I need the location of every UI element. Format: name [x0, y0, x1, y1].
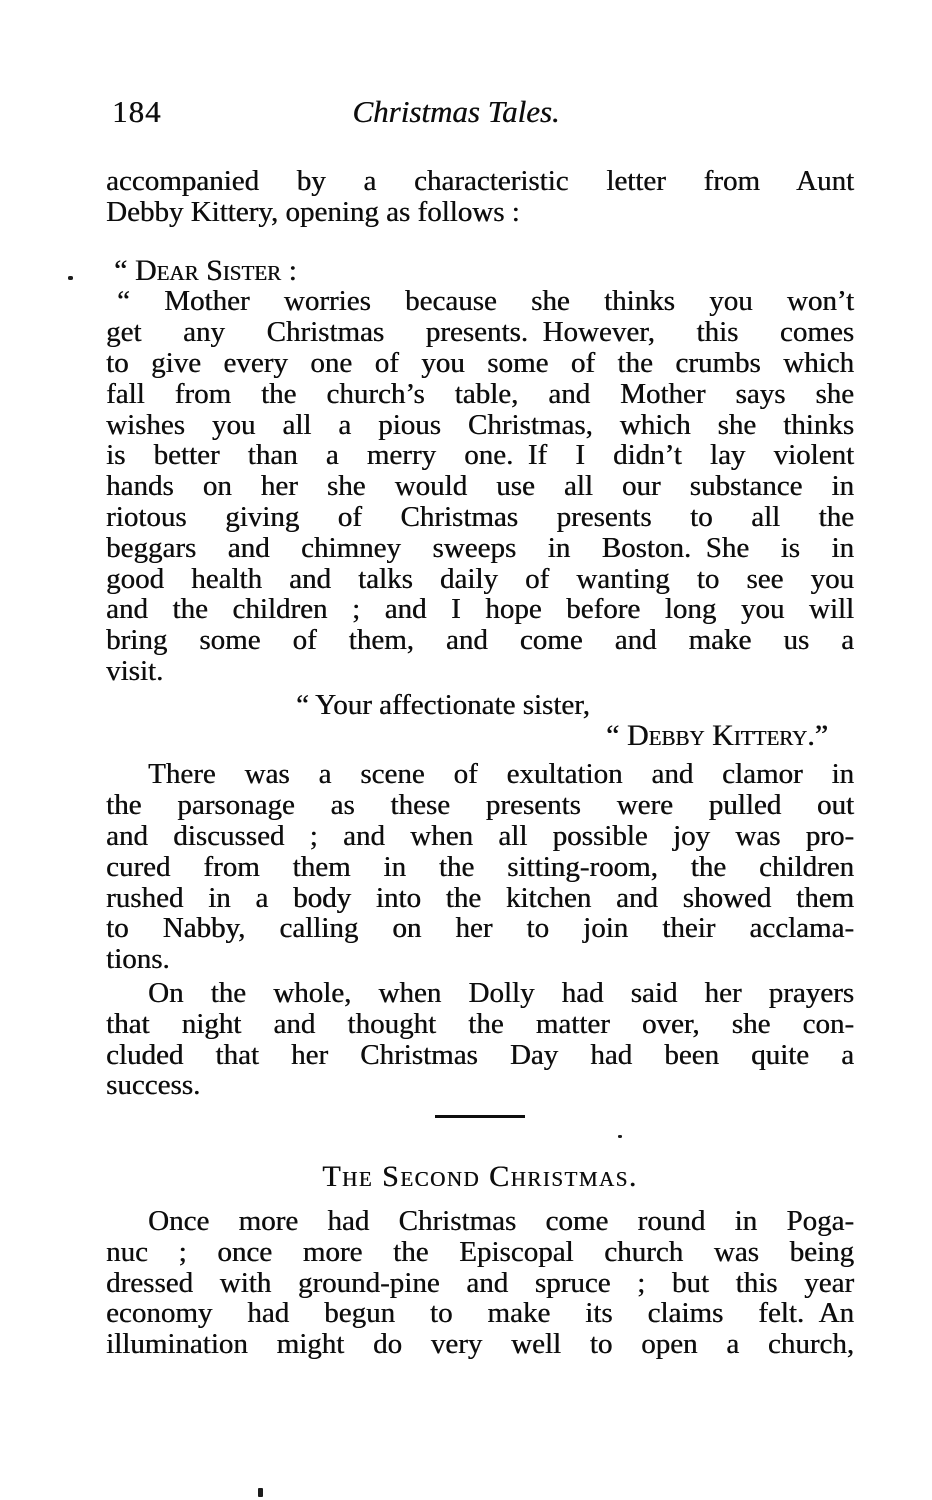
- letter-body-paragraph: [106, 286, 854, 686]
- text-line: beggars and chimney sweeps in Boston. She is in: [106, 531, 854, 564]
- text-line: wishes you all a pious Christmas, which she thinks: [106, 408, 854, 441]
- text-line: get any Christmas presents. However, this comes: [106, 316, 854, 349]
- text-line: economy had begun to make its claims felt. An: [106, 1297, 854, 1330]
- text-line: bring some of them, and come and make us a: [106, 624, 854, 657]
- text-line: to give every one of you some of the crumbs which: [106, 346, 854, 379]
- text-line: tions.: [106, 943, 170, 976]
- text-line: nuc ; once more the Episcopal church was being: [106, 1235, 854, 1268]
- paragraph-exultation: [106, 759, 854, 975]
- text-line: Debby Kittery, opening as follows :: [106, 195, 520, 228]
- text-line: and discussed ; and when all possible joy was pro-: [106, 819, 854, 852]
- text-line: and the children ; and I hope before long you will: [106, 593, 854, 626]
- text-line: “ Debby Kittery.”: [606, 718, 828, 752]
- text-line: “ Mother worries because she thinks you won’t: [117, 285, 854, 318]
- letter-signature-name: [106, 718, 854, 752]
- text-line: is better than a merry one. If I didn’t lay violent: [106, 439, 854, 472]
- letter-signature-line: [106, 690, 854, 721]
- section-heading: [106, 1162, 854, 1193]
- section-divider: [435, 1115, 525, 1118]
- page-header: [106, 94, 854, 131]
- text-line: fall from the church’s table, and Mother says she: [106, 377, 854, 410]
- text-line: success.: [106, 1069, 201, 1102]
- text-line: accompanied by a characteristic letter from Aunt: [106, 165, 854, 197]
- text-line: The Second Christmas.: [322, 1160, 638, 1194]
- scan-speck: [258, 1488, 263, 1497]
- text-line: cured from them in the sitting-room, the children: [106, 850, 854, 883]
- scan-speck: [68, 276, 73, 280]
- text-line: that night and thought the matter over, she con-: [106, 1007, 854, 1040]
- page-body: [106, 166, 854, 1360]
- text-line: rushed in a body into the kitchen and showed them: [106, 881, 854, 914]
- text-line: visit.: [106, 654, 164, 687]
- text-line: the parsonage as these presents were pulled out: [106, 789, 854, 822]
- text-line: There was a scene of exultation and clamor in: [148, 758, 854, 791]
- page-number: 184: [112, 94, 162, 129]
- text-line: illumination might do very well to open a church,: [106, 1328, 854, 1361]
- paragraph-conclusion: [106, 978, 854, 1101]
- text-line: “ Dear Sister :: [114, 253, 297, 287]
- opening-paragraph: [106, 166, 854, 228]
- text-line: to Nabby, calling on her to join their acclama-: [106, 912, 854, 945]
- letter-salutation: [106, 253, 854, 287]
- paragraph-second-christmas: [106, 1206, 854, 1360]
- text-line: dressed with ground-pine and spruce ; but this year: [106, 1266, 854, 1299]
- text-line: On the whole, when Dolly had said her prayers: [148, 976, 854, 1009]
- text-line: Once more had Christmas come round in Poga-: [148, 1204, 854, 1237]
- text-line: riotous giving of Christmas presents to all the: [106, 500, 854, 533]
- text-line: “ Your affectionate sister,: [296, 688, 590, 721]
- text-line: good health and talks daily of wanting to see you: [106, 562, 854, 595]
- text-line: hands on her she would use all our substance in: [106, 470, 854, 503]
- text-line: cluded that her Christmas Day had been quite a: [106, 1038, 854, 1071]
- scan-speck: [618, 1135, 622, 1138]
- running-title: Christmas Tales.: [352, 94, 560, 129]
